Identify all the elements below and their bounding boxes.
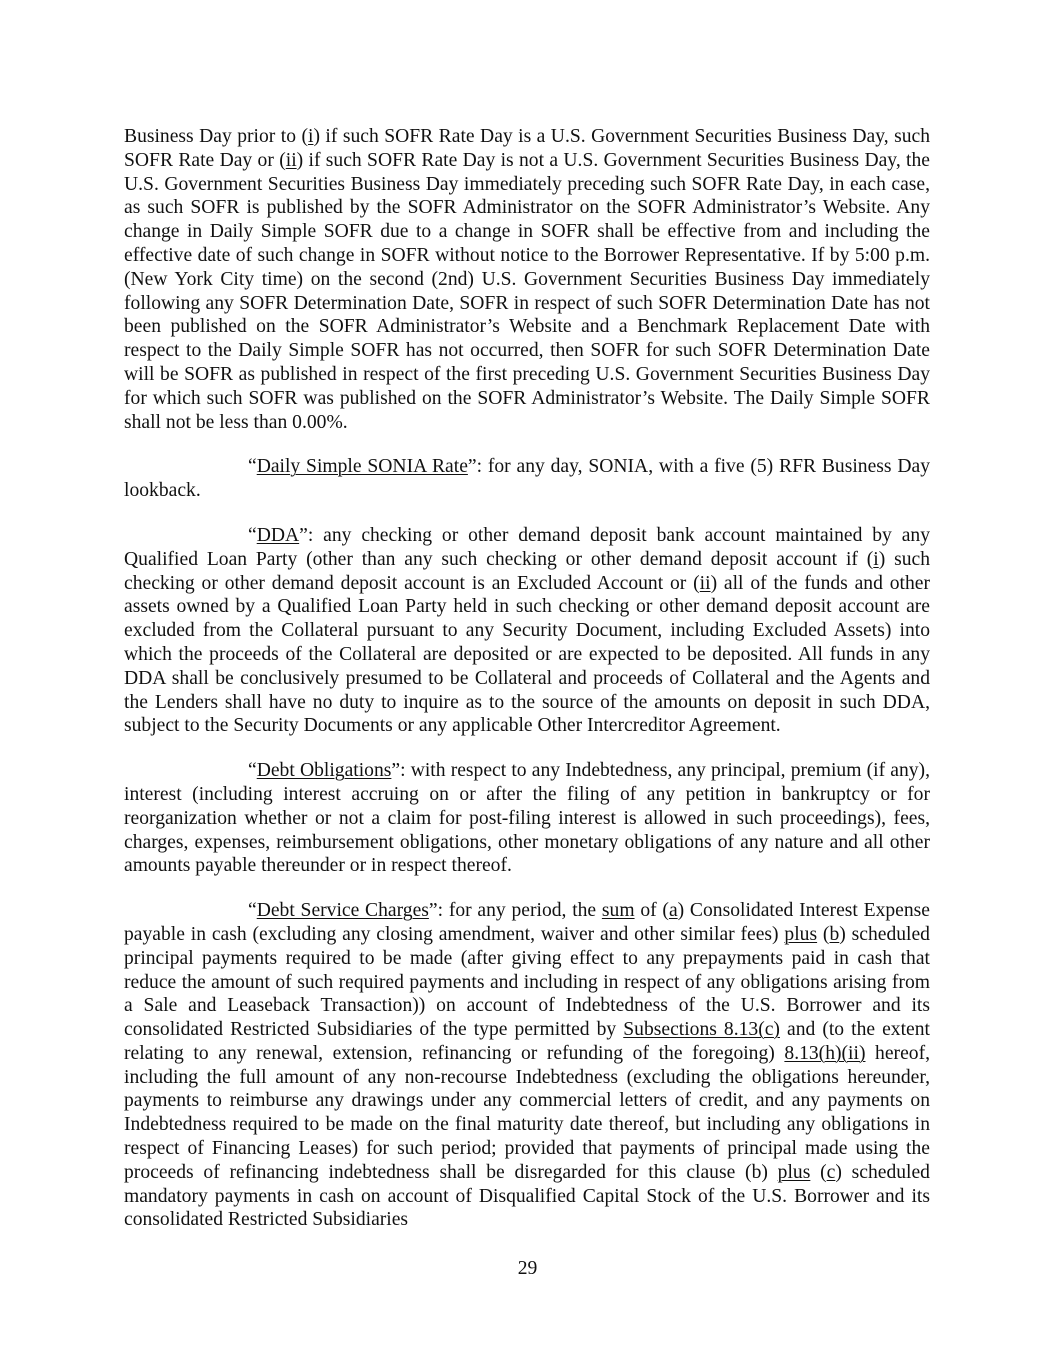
text-segment: ) all of the funds and other assets owned by a Qualified Loan Party held in such checking or other demand deposit account are excluded from the Collateral pursuant to any Security Document, including Excluded Assets) into which the proceeds of the Collateral are deposited or are expected to be deposited. All funds in any DDA shall be conclusively presumed to be Collateral and proceeds of Collateral and the Agents and the Lenders shall have no duty to inquire as to the source of the amounts on deposit in such DDA, subject to the Security Documents or any applicable Other Intercreditor Agreement. [124,572,930,737]
underlined-word-plus: plus [777,1161,811,1183]
text-segment: ) if such SOFR Rate Day is a U.S. Government Securities Business Day, such SOFR Rate Day or ( [124,126,930,171]
page-number: 29 [517,1258,538,1279]
text-segment: “ [248,760,257,782]
underlined-word-sum: sum [601,900,635,922]
text-segment: ) scheduled principal payments required to be made (after giving effect to any prepayments paid in cash that reduce the amount of such required payments and including in respect of any obligations arising from a Sale and Leaseback Transaction)) on account of Indebtedness of the U.S. Borrower and its consolidated Restricted Subsidiaries of the type permitted by [124,923,930,1041]
definition-debt-obligations [124,759,930,878]
clause-marker-b: b [829,923,840,945]
text-segment: ”: with respect to any Indebtedness, any principal, premium (if any), interest (including interest accruing on or after the filing of any petition in bankruptcy or for reorganization whether or not a claim for post-filing interest is allowed in such proceedings), fees, charges, expenses, reimbursement obligations, other monetary obligations of any nature and all other amounts payable thereunder or in respect thereof. [124,760,930,877]
text-segment: ) Consolidated Interest Expense payable in cash (excluding any closing amendment, waiver and other similar fees) [124,900,930,945]
defined-term: Debt Service Charges [256,900,429,922]
cross-reference-8-13-h-ii: 8.13(h)(ii) [784,1042,866,1064]
text-segment: and (to the extent relating to any renewal, extension, refinancing or refunding of the foregoing) [124,1019,930,1064]
text-segment: ) if such SOFR Rate Day is not a U.S. Government Securities Business Day, the U.S. Government Securities Business Day immediately preceding such SOFR Rate Day, in each case, as such SOFR is published by the SOFR Administrator on the SOFR Administrator’s Website. Any change in Daily Simple SOFR due to a change in SOFR shall be effective from and including the effective date of such change in SOFR without notice to the Borrower Representative. If by 5:00 p.m. (New York City time) on the second (2nd) U.S. Government Securities Business Day immediately following any SOFR Determination Date, SOFR in respect of such SOFR Determination Date has not been published on the SOFR Administrator’s Website and a Benchmark Replacement Date with respect to the Daily Simple SOFR has not occurred, then SOFR for such SOFR Determination Date will be SOFR as published in respect of the first preceding U.S. Government Securities Business Day for which such SOFR was published on the SOFR Administrator’s Website. The Daily Simple SOFR shall not be less than 0.00%. [124,149,930,433]
defined-term: DDA [256,524,300,546]
text-segment: of ( [634,900,669,922]
clause-marker-ii: ii [285,149,297,171]
text-segment: “ [248,524,257,546]
clause-marker-c: c [826,1161,836,1183]
text-segment: ”: any checking or other demand deposit bank account maintained by any Qualified Loan Party (other than any such checking or other demand deposit account if ( [124,524,930,570]
cross-reference-8-13-c: Subsections 8.13(c) [623,1019,780,1041]
text-segment: “ [248,456,257,478]
definition-dda [124,524,930,738]
text-segment: ( [810,1161,827,1183]
text-segment: Business Day prior to ( [124,126,308,147]
clause-marker-ii: ii [699,572,711,594]
underlined-word-plus: plus [784,923,818,945]
text-segment: ) such checking or other demand deposit account is an Excluded Account or ( [124,548,931,594]
document-page [124,125,930,1232]
defined-term: Debt Obligations [256,760,392,782]
text-segment: ”: for any day, SONIA, with a five (5) RFR Business Day lookback. [124,456,930,502]
text-segment: hereof, including the full amount of any non-recourse Indebtedness (excluding the obligations hereunder, payments to reimburse any drawings under any commercial letters of credit, and any payments on Indebtedness required to be made on the final maturity date thereof, but including any obligations in respect of Financing Leases) for such period; provided that payments of principal made using the proceeds of refinancing indebtedness shall be disregarded for this clause (b) [124,1042,930,1183]
defined-term: Daily Simple SONIA Rate [256,456,468,478]
text-segment: ( [817,923,830,945]
definition-daily-simple-sonia-rate [124,455,930,503]
text-segment: ”: for any period, the [428,900,602,922]
definition-debt-service-charges [124,899,930,1232]
clause-marker-i: i [873,548,879,570]
text-segment: ) scheduled mandatory payments in cash on account of Disqualified Capital Stock of the U.S. Borrower and its consolidated Restricted Subsidiaries [124,1161,930,1231]
text-segment: “ [248,900,257,922]
clause-marker-i: i [308,126,314,147]
paragraph-sofr-continuation [124,125,930,434]
clause-marker-a: a [668,900,678,922]
